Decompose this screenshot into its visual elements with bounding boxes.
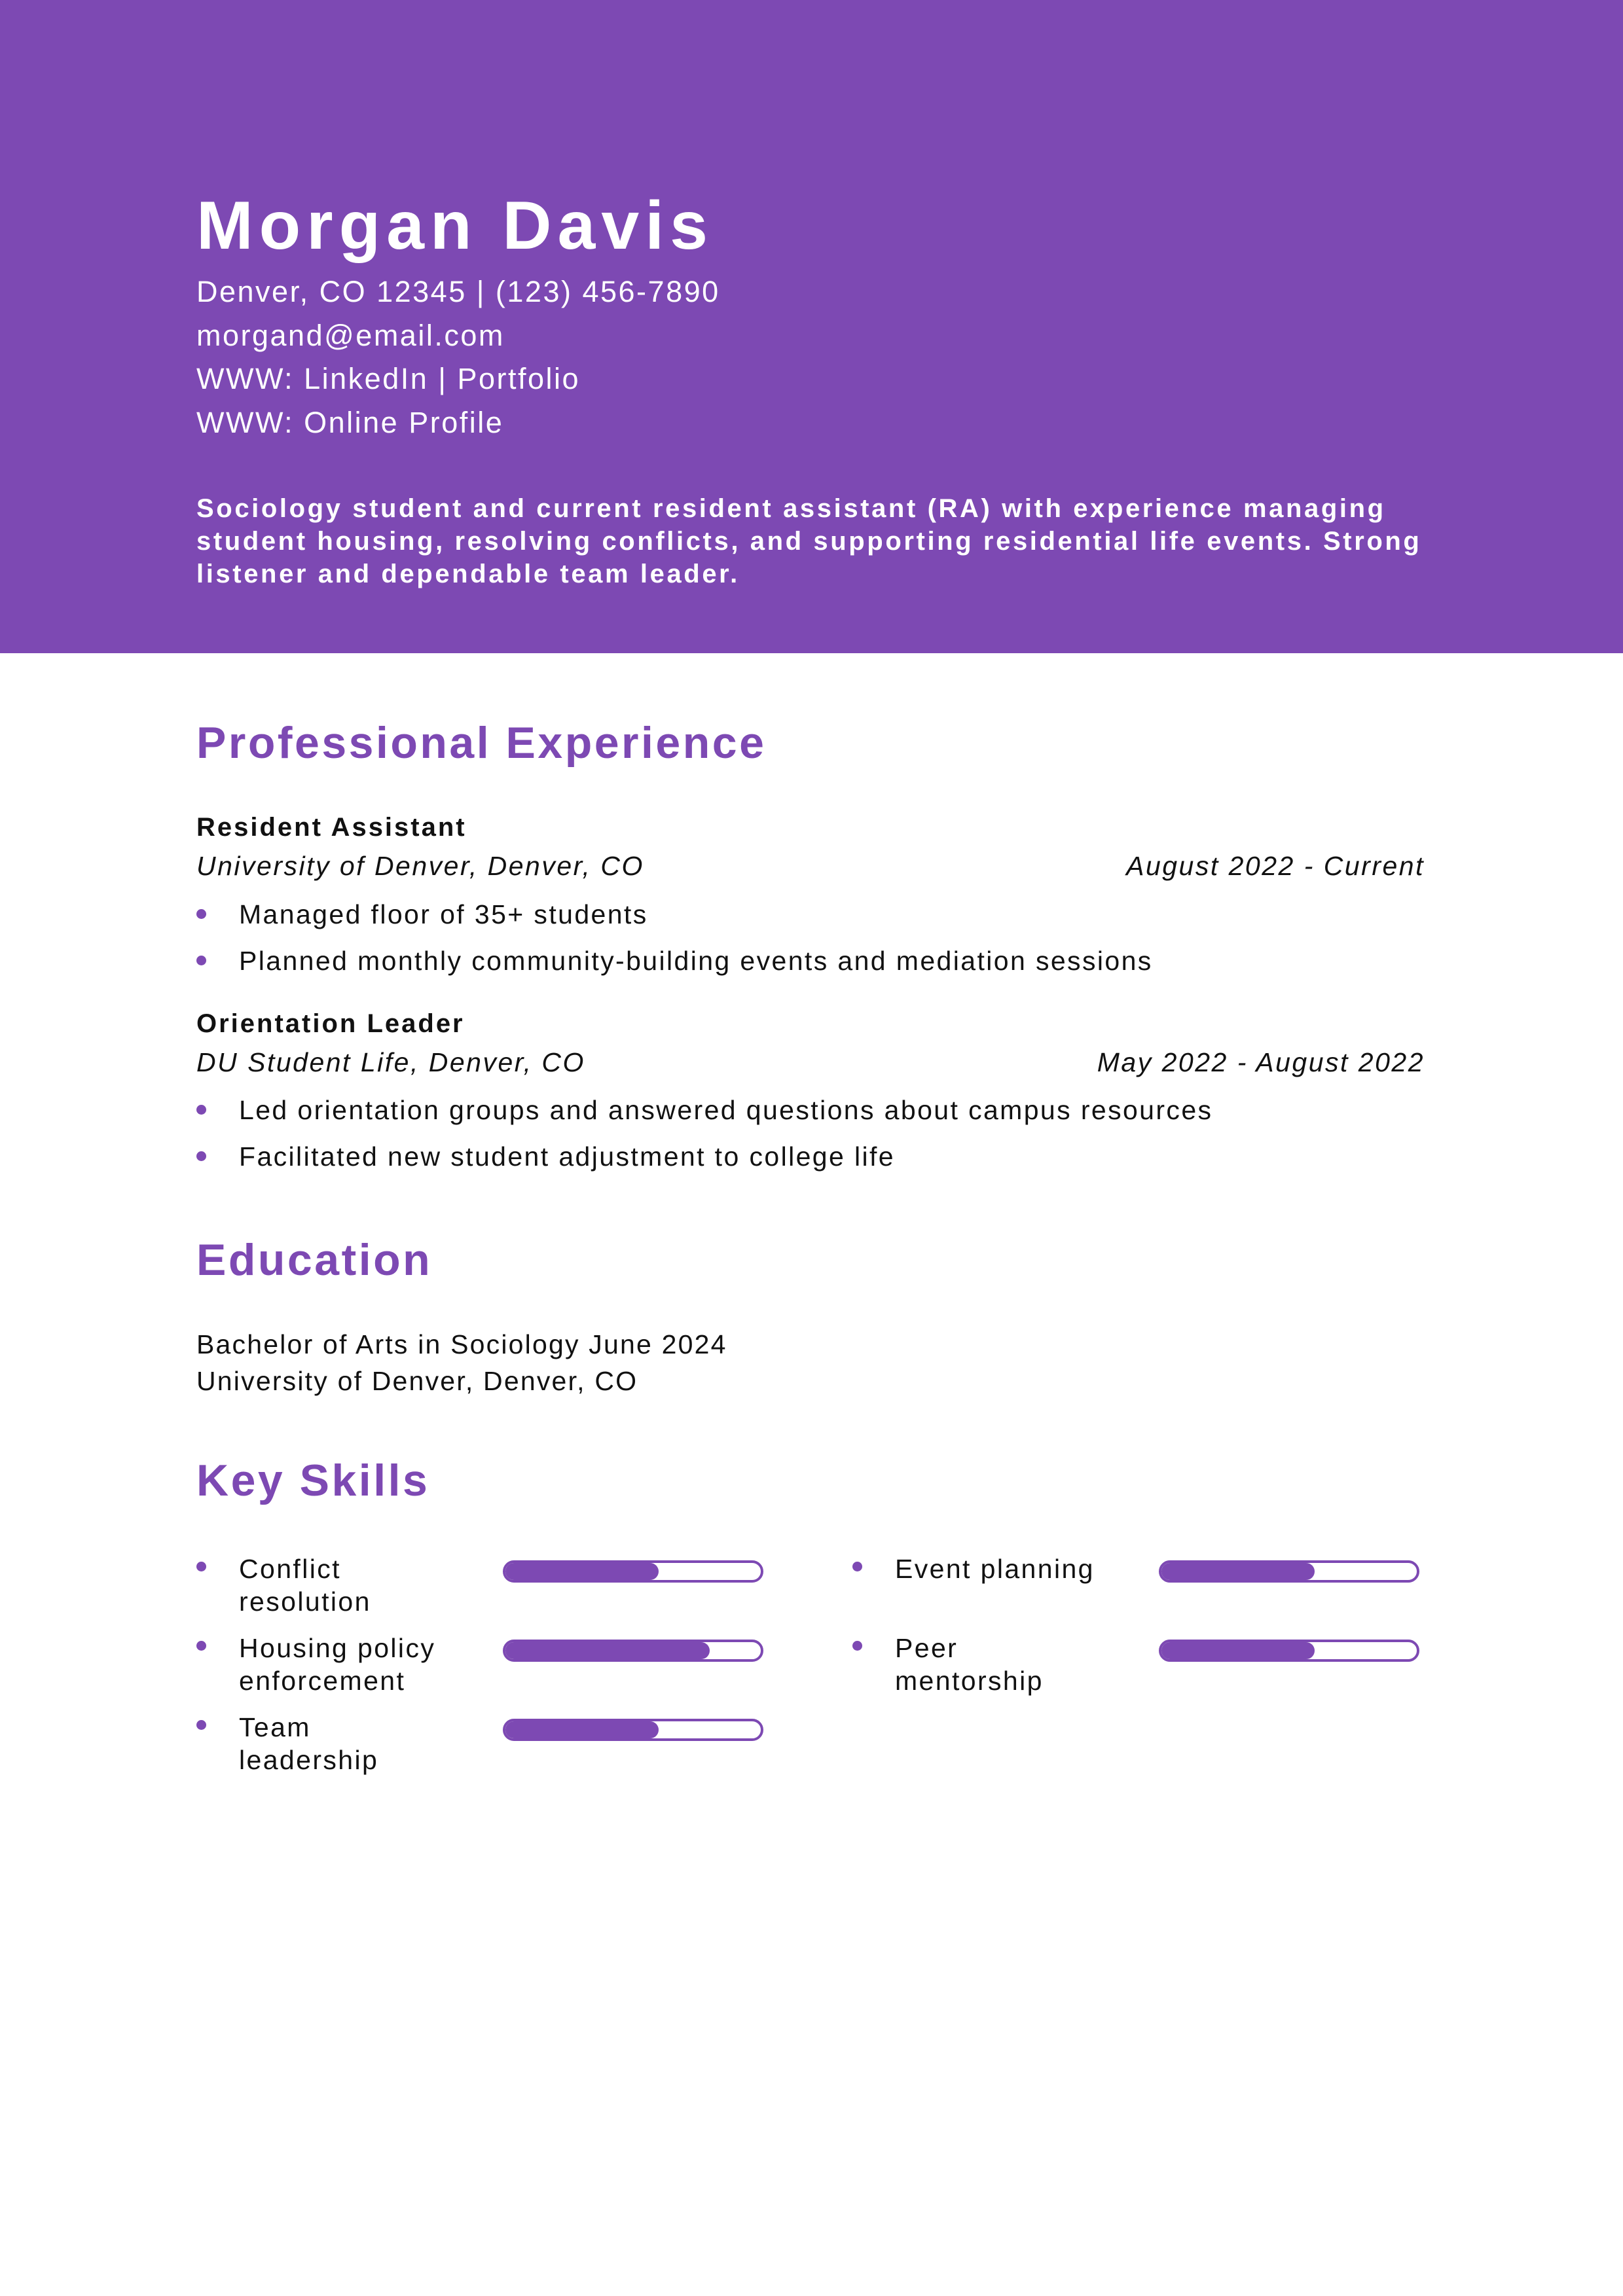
skill-label: Event planning [895, 1554, 1095, 1584]
job-organization: DU Student Life, Denver, CO [196, 1047, 585, 1077]
bullet-dot-icon [196, 1720, 206, 1730]
skill-item [852, 1632, 1429, 1704]
bullet-dot-icon [852, 1641, 862, 1651]
bullet-dot-icon [196, 1151, 206, 1161]
job-title: Resident Assistant [196, 813, 467, 842]
bullet-text: Led orientation groups and answered questions about campus resources [239, 1095, 1213, 1125]
bullet-dot-icon [196, 956, 206, 965]
bullet-dot-icon [196, 1105, 206, 1115]
skill-label: Peer mentorship [895, 1633, 1044, 1696]
skill-item [196, 1632, 773, 1704]
bullet-text: Planned monthly community-building events and mediation sessions [239, 946, 1153, 976]
section-title-experience: Professional Experience [196, 718, 767, 768]
skill-level-bar [503, 1719, 763, 1741]
contact-links[interactable]: WWW: LinkedIn | Portfolio [196, 362, 581, 395]
bullet-dot-icon [852, 1562, 862, 1571]
skill-level-bar [1159, 1560, 1419, 1583]
job-title: Orientation Leader [196, 1009, 465, 1038]
skill-label: Housing policy enforcement [239, 1633, 436, 1696]
skill-level-fill [505, 1642, 710, 1659]
skill-level-fill [505, 1563, 659, 1580]
bullet-dot-icon [196, 909, 206, 919]
skill-level-fill [1161, 1642, 1315, 1659]
job-dates: August 2022 - Current [1126, 851, 1425, 881]
contact-location-phone: Denver, CO 12345 | (123) 456-7890 [196, 275, 720, 308]
resume-header [0, 0, 1623, 653]
job-dates: May 2022 - August 2022 [1097, 1047, 1425, 1077]
skill-item [196, 1552, 773, 1624]
skill-level-bar [503, 1560, 763, 1583]
education-school: University of Denver, Denver, CO [196, 1366, 638, 1396]
skill-label: Conflict resolution [239, 1554, 371, 1617]
bullet-dot-icon [196, 1562, 206, 1571]
job-organization: University of Denver, Denver, CO [196, 851, 644, 881]
skill-level-bar [503, 1640, 763, 1662]
contact-email[interactable]: morgand@email.com [196, 319, 505, 352]
skill-item [196, 1711, 773, 1783]
skill-level-fill [1161, 1563, 1315, 1580]
skill-level-fill [505, 1721, 659, 1738]
bullet-dot-icon [196, 1641, 206, 1651]
bullet-text: Facilitated new student adjustment to college life [239, 1141, 896, 1172]
bullet-text: Managed floor of 35+ students [239, 899, 648, 929]
professional-summary: Sociology student and current resident assistant (RA) with experience managing student housing, resolving conflicts, and supporting residential life events. Strong listener and dependable team leader. [196, 494, 1422, 588]
section-title-skills: Key Skills [196, 1456, 430, 1505]
skill-level-bar [1159, 1640, 1419, 1662]
skill-label: Team leadership [239, 1712, 379, 1775]
contact-online-profile[interactable]: WWW: Online Profile [196, 406, 504, 439]
candidate-name: Morgan Davis [196, 188, 714, 264]
education-degree: Bachelor of Arts in Sociology June 2024 [196, 1329, 727, 1359]
section-title-education: Education [196, 1235, 433, 1285]
skill-item [852, 1552, 1429, 1624]
